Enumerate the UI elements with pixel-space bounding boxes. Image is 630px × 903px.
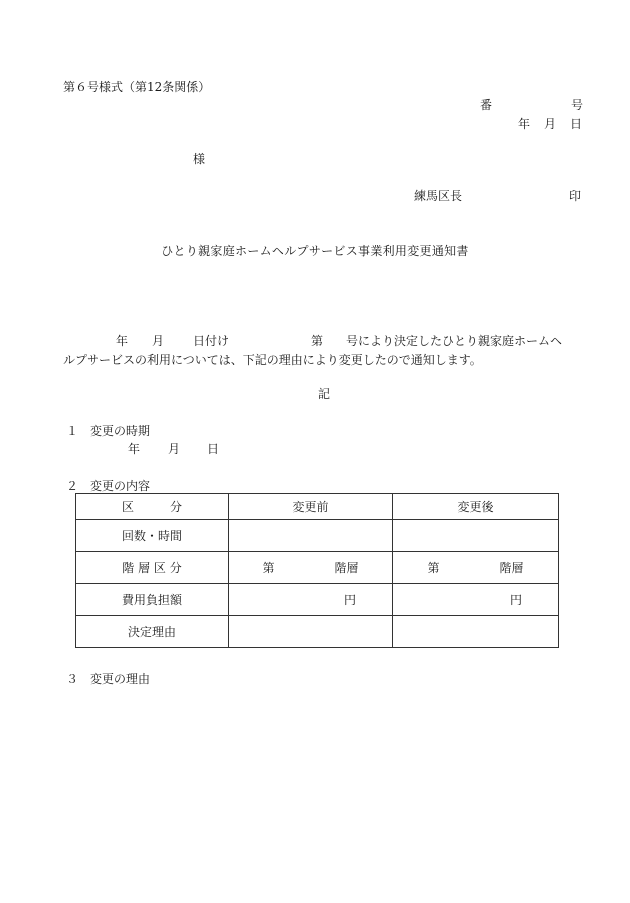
cost-before-yen: 円 [343, 592, 356, 607]
tier-before-dai: 第 [262, 560, 275, 575]
header-before: 変更前 [229, 494, 393, 520]
header-after: 変更後 [393, 494, 559, 520]
recipient-honorific: 様 [193, 152, 206, 166]
cost-before-cell [229, 584, 393, 616]
tier-before-cell [229, 552, 393, 584]
cost-after-yen: 円 [509, 592, 522, 607]
section3-title: ３ 変更の理由 [66, 672, 151, 686]
table-row [76, 616, 559, 648]
section1-day: 日 [207, 442, 220, 456]
table-header-row [76, 494, 559, 520]
row-label-tier: 階 層 区 分 [76, 552, 229, 584]
cost-after-cell [393, 584, 559, 616]
issue-date-month: 月 [544, 117, 557, 131]
tier-after-cell [393, 552, 559, 584]
change-table [75, 493, 559, 648]
issuer-name: 練馬区長 [414, 189, 463, 203]
issue-date-year: 年 [518, 117, 531, 131]
reason-before-cell [229, 616, 393, 648]
document-number-label: 番 [480, 98, 493, 112]
body-dated: 日付け [193, 334, 230, 348]
ki-heading: 記 [318, 387, 331, 401]
tier-before-kaiso: 階層 [334, 560, 359, 575]
section1-year: 年 [128, 442, 141, 456]
document-title: ひとり親家庭ホームヘルプサービス事業利用変更通知書 [161, 244, 469, 258]
row-label-decision-reason: 決定理由 [76, 616, 229, 648]
body-year: 年 [116, 334, 129, 348]
row-label-frequency-time: 回数・時間 [76, 520, 229, 552]
section2-title: ２ 変更の内容 [66, 479, 151, 493]
table-row [76, 520, 559, 552]
header-category: 区 分 [76, 494, 229, 520]
document-number-suffix: 号 [571, 98, 584, 112]
section1-title: １ 変更の時期 [66, 424, 151, 438]
form-number: 第６号様式（第12条関係） [63, 80, 211, 94]
frequency-before-cell [229, 520, 393, 552]
seal-mark: 印 [569, 189, 582, 203]
body-month: 月 [152, 334, 165, 348]
table-row [76, 552, 559, 584]
tier-after-dai: 第 [427, 560, 440, 575]
table-row [76, 584, 559, 616]
frequency-after-cell [393, 520, 559, 552]
body-dai: 第 [311, 334, 324, 348]
body-line1: 号により決定したひとり親家庭ホームヘ [346, 334, 563, 348]
body-line2: ルプサービスの利用については、下記の理由により変更したので通知します。 [63, 353, 482, 367]
section1-month: 月 [168, 442, 181, 456]
issue-date-day: 日 [570, 117, 583, 131]
reason-after-cell [393, 616, 559, 648]
row-label-cost: 費用負担額 [76, 584, 229, 616]
tier-after-kaiso: 階層 [499, 560, 524, 575]
